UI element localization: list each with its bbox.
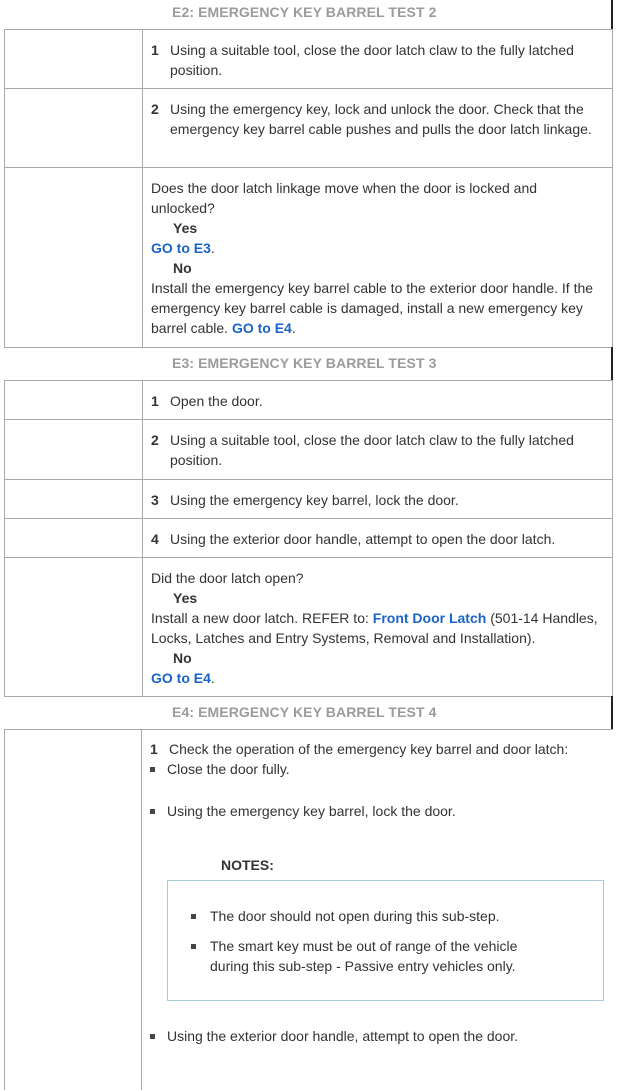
e3-step-1: 1 Open the door.	[151, 393, 263, 409]
e3-step-3-row	[4, 479, 613, 519]
e3-yes-label: Yes	[173, 590, 198, 606]
e4-bullet-close-door: Close the door fully.	[150, 759, 290, 779]
e2-step-1-row	[4, 29, 613, 89]
e2-no-text: Install the emergency key barrel cable to the exterior door handle. If the emergency key barrel cable is damaged, install a new emergency key barrel cable. GO to E4.	[151, 280, 594, 336]
e4-column-separator	[141, 729, 142, 1090]
e2-step-1: 1 Using a suitable tool, close the door latch claw to the fully latched position.	[151, 42, 574, 78]
note-item: The door should not open during this sub-step.	[191, 906, 540, 926]
e2-question: Does the door latch linkage move when the door is locked and unlocked?	[151, 180, 538, 216]
section-title-e3: E3: EMERGENCY KEY BARREL TEST 3	[172, 355, 437, 371]
e3-yes-text: Install a new door latch. REFER to: Front Door Latch (501-14 Handles, Locks, Latches and Entry Systems, Removal and Installation).	[151, 610, 598, 646]
e3-no-label: No	[173, 650, 192, 666]
notes-box	[167, 880, 604, 1001]
note-item: The smart key must be out of range of the vehicle during this sub-step - Passive entry vehicles only.	[191, 936, 540, 976]
e4-bullet-lock-door: Using the emergency key barrel, lock the door.	[150, 801, 456, 821]
e3-step-2-row	[4, 419, 613, 480]
e2-step-2: 2 Using the emergency key, lock and unlock the door. Check that the emergency key barrel cable pushes and pulls the door latch linkage.	[151, 101, 592, 137]
e3-question: Did the door latch open?	[151, 570, 304, 586]
e2-yes-label: Yes	[173, 220, 198, 236]
e3-step-2: 2 Using a suitable tool, close the door latch claw to the fully latched position.	[151, 432, 574, 468]
e4-bullet-exterior-handle: Using the exterior door handle, attempt to open the door.	[150, 1026, 518, 1046]
e3-step-1-row	[4, 380, 613, 420]
notes-label: NOTES:	[221, 857, 274, 873]
section-title-e2: E2: EMERGENCY KEY BARREL TEST 2	[172, 4, 437, 20]
e3-step-3: 3 Using the emergency key barrel, lock the door.	[151, 492, 459, 508]
e2-go-to-e4-link[interactable]: GO to E4	[231, 320, 292, 336]
e4-step-1: 1 Check the operation of the emergency key barrel and door latch:	[150, 741, 569, 757]
right-border-line	[611, 696, 613, 729]
e3-result-row: Did the door latch open? Yes Install a new door latch. REFER to: Front Door Latch (501-14 Handles, Locks, Latches and Entry Systems, Removal and Installation). No GO to E4.	[4, 557, 613, 697]
e3-step-4: 4 Using the exterior door handle, attempt to open the door latch.	[151, 531, 556, 547]
right-border-line	[611, 0, 613, 29]
e3-step-4-row	[4, 518, 613, 558]
right-border-line	[611, 347, 613, 380]
e2-go-to-e3-link[interactable]: GO to E3	[151, 240, 211, 256]
e2-step-2-row	[4, 88, 613, 168]
e2-result-row: Does the door latch linkage move when the door is locked and unlocked? Yes GO to E3. No Install the emergency key barrel cable to the exterior door handle. If the emergency key barrel cable is damaged, install a new emergency key barrel cable. GO to E4.	[4, 167, 613, 348]
e3-go-to-e4-link[interactable]: GO to E4	[151, 670, 211, 686]
front-door-latch-link[interactable]: Front Door Latch	[372, 610, 487, 626]
section-title-e4: E4: EMERGENCY KEY BARREL TEST 4	[172, 704, 437, 720]
e2-no-label: No	[173, 260, 192, 276]
